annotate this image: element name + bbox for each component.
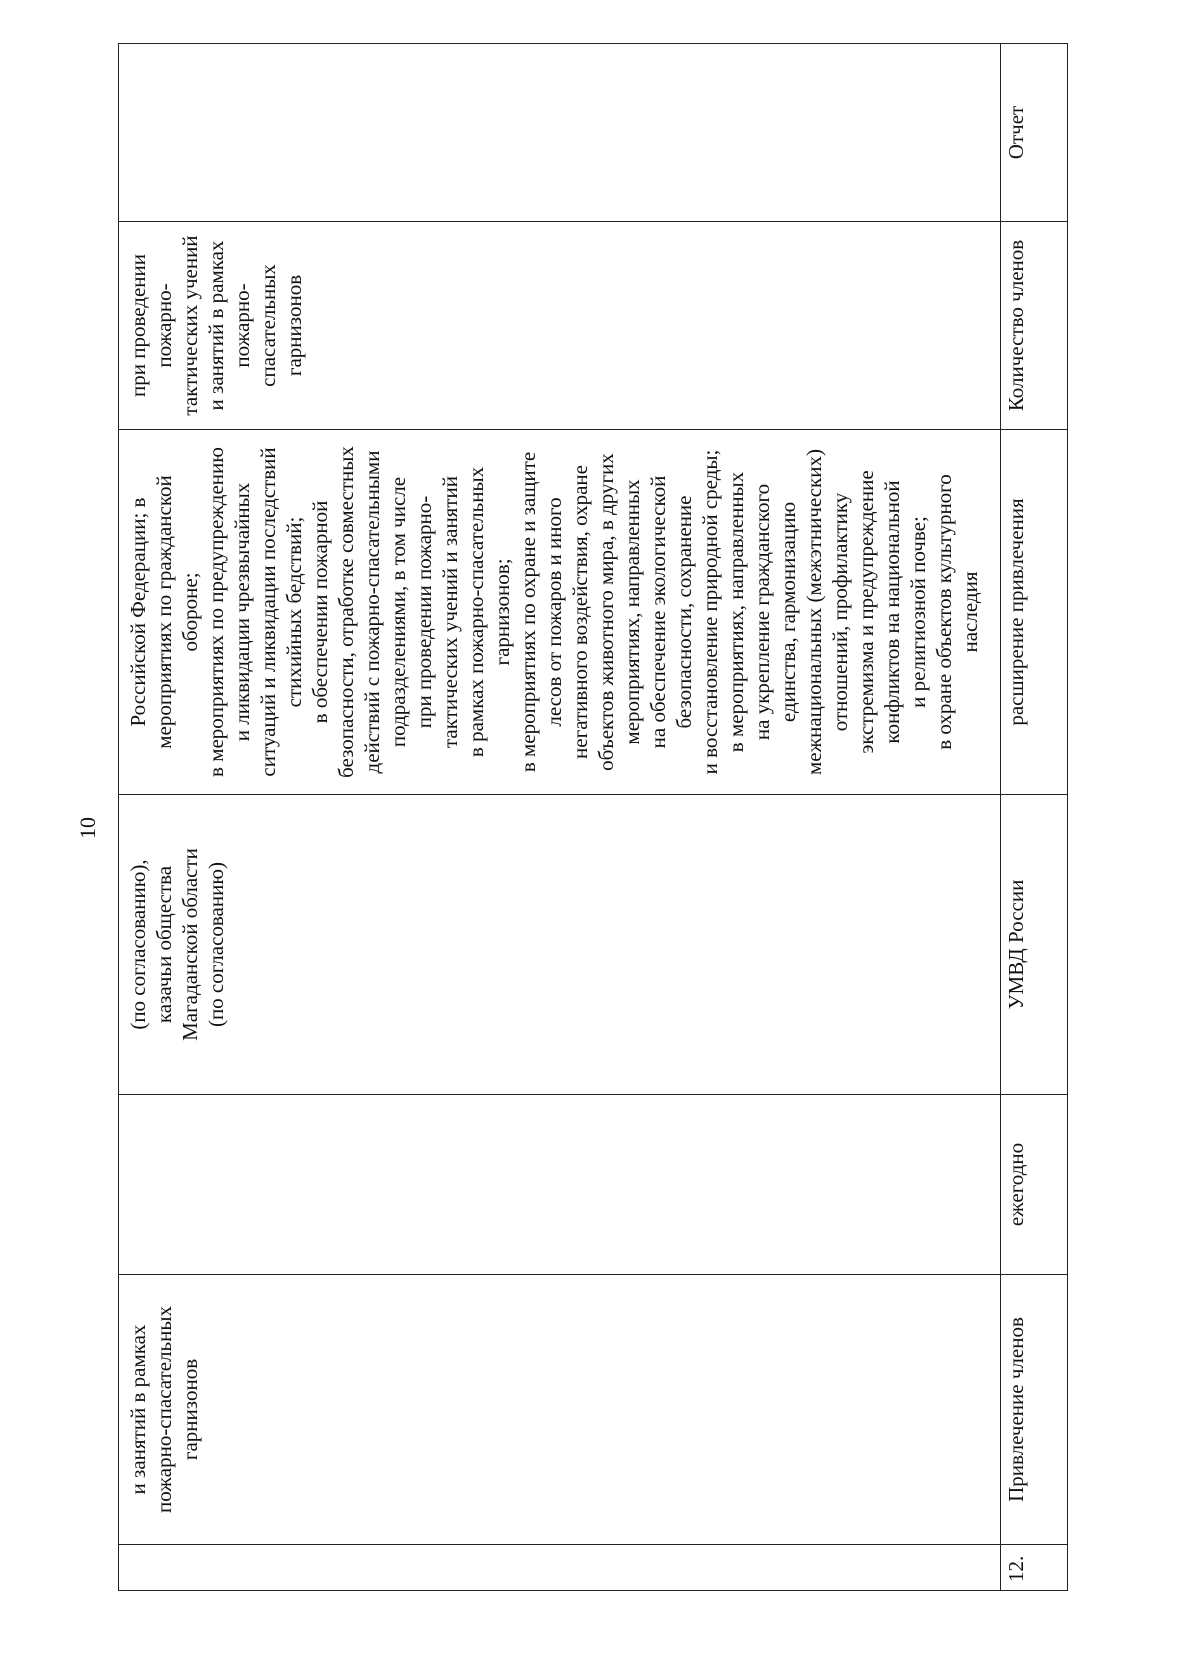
text-line: в обеспечении пожарной bbox=[308, 500, 332, 724]
text-line: единства, гармонизацию bbox=[776, 501, 800, 723]
text-line: подразделениями, в том числе bbox=[386, 476, 410, 748]
text-line: ситуаций и ликвидации последствий bbox=[256, 447, 280, 777]
cell-indicator: Количество членов bbox=[1000, 222, 1067, 430]
table-sheet bbox=[118, 44, 1068, 1591]
text-line: конфликтов на национальной bbox=[880, 480, 904, 744]
text-line: на обеспечение экологической bbox=[646, 475, 670, 749]
cell-period: ежегодно bbox=[1000, 1095, 1067, 1275]
text-line: и восстановление природной среды; bbox=[698, 449, 722, 775]
text-line: в мероприятиях, направленных bbox=[724, 471, 748, 753]
cell-report bbox=[119, 44, 1001, 222]
text-line: пожарно- bbox=[152, 283, 176, 368]
text-line: при проведении пожарно- bbox=[412, 495, 436, 729]
page-number: 10 bbox=[75, 817, 100, 839]
text-line: спасательных bbox=[256, 264, 280, 387]
text-line: гарнизонов bbox=[178, 1358, 202, 1461]
text-line: при проведении bbox=[126, 253, 150, 398]
text-line: гарнизонов; bbox=[490, 558, 514, 666]
text-line: лесов от пожаров и иного bbox=[542, 497, 566, 727]
cell-activity bbox=[119, 1275, 1001, 1545]
text-line: (по согласованию), bbox=[126, 859, 150, 1030]
text-line: стихийных бедствий; bbox=[282, 516, 306, 708]
cell-executors: УМВД России bbox=[1000, 795, 1067, 1095]
text-line: тактических учений и занятий bbox=[438, 476, 462, 749]
text-line: безопасности, отработке совместных bbox=[334, 446, 358, 778]
text-line: Магаданской области bbox=[178, 848, 202, 1041]
text-line: пожарно- bbox=[230, 283, 254, 368]
text-line: отношений, профилактику bbox=[828, 492, 852, 732]
text-line: пожарно-спасательных bbox=[152, 1306, 176, 1513]
text-line: и занятий в рамках bbox=[204, 240, 228, 411]
text-line: безопасности, сохранение bbox=[672, 495, 696, 729]
text-line: межнациональных (межэтнических) bbox=[802, 449, 826, 775]
text-line: в рамках пожарно-спасательных bbox=[464, 466, 488, 758]
text-line: и ликвидации чрезвычайных bbox=[230, 482, 254, 742]
text-line: тактических учений bbox=[178, 235, 202, 416]
text-line: в мероприятиях по охране и защите bbox=[516, 451, 540, 773]
cell-report: Отчет bbox=[1000, 44, 1067, 222]
measures-table bbox=[118, 43, 1068, 1591]
cell-executors bbox=[119, 795, 1001, 1095]
cell-num: 12. bbox=[1000, 1545, 1067, 1591]
table-row-continued bbox=[119, 44, 1001, 1591]
cell-directions bbox=[119, 430, 1001, 795]
cell-indicator bbox=[119, 222, 1001, 430]
text-line: Российской Федерации; в bbox=[126, 497, 150, 727]
text-line: (по согласованию) bbox=[204, 861, 228, 1028]
cell-period bbox=[119, 1095, 1001, 1275]
text-line: в мероприятиях по предупреждению bbox=[204, 447, 228, 777]
text-line: казачьи общества bbox=[152, 865, 176, 1024]
text-line: и религиозной почве; bbox=[906, 516, 930, 708]
cell-activity: Привлечение членов bbox=[1000, 1275, 1067, 1545]
text-line: гарнизонов bbox=[282, 274, 306, 377]
text-line: действий с пожарно-спасательными bbox=[360, 450, 384, 774]
text-line: на укрепление гражданского bbox=[750, 483, 774, 741]
text-line: наследия bbox=[958, 571, 982, 653]
text-line: мероприятиях по гражданской bbox=[152, 475, 176, 749]
cell-num bbox=[119, 1545, 1001, 1591]
text-line: и занятий в рамках bbox=[126, 1324, 150, 1495]
text-line: в охране объектов культурного bbox=[932, 474, 956, 750]
text-line: экстремизма и предупреждение bbox=[854, 470, 878, 754]
text-line: объектов животного мира, в других bbox=[594, 453, 618, 771]
text-line: обороне; bbox=[178, 572, 202, 652]
table-row-12 bbox=[1000, 44, 1067, 1591]
text-line: негативного воздействия, охране bbox=[568, 465, 592, 759]
cell-directions: расширение привлечения bbox=[1000, 430, 1067, 795]
text-line: мероприятиях, направленных bbox=[620, 479, 644, 745]
